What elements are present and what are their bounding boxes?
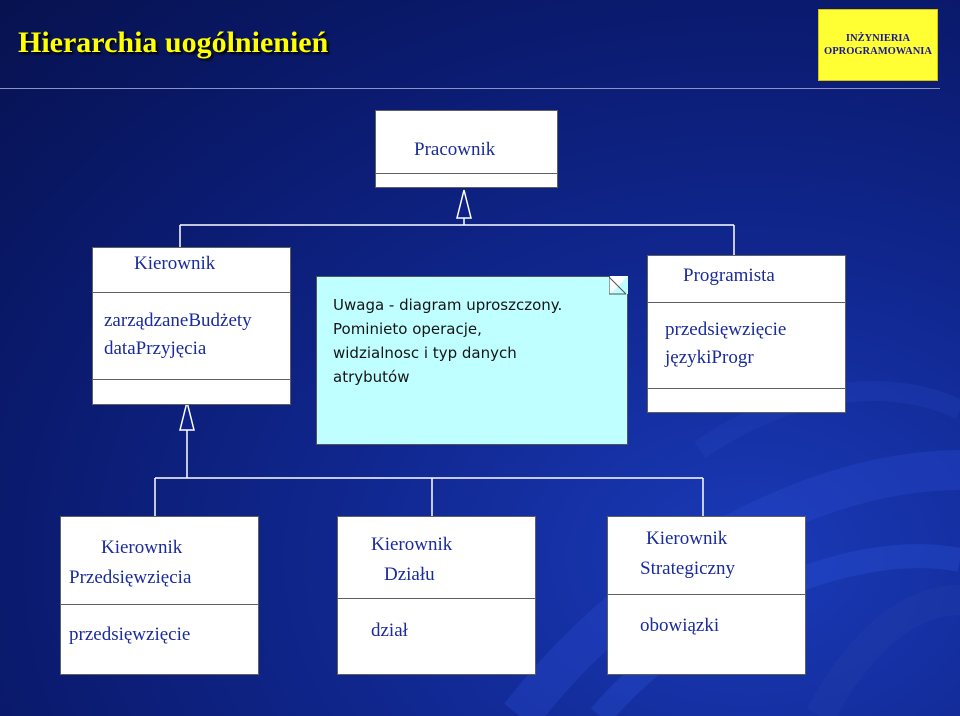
diagram-note bbox=[316, 276, 628, 445]
generalization-arrow-icon bbox=[180, 402, 194, 430]
class-pracownik[interactable] bbox=[375, 110, 558, 188]
attribute: przedsięwzięcie bbox=[69, 624, 191, 645]
class-name-compartment bbox=[338, 517, 535, 599]
class-name: Kierownik bbox=[646, 528, 728, 549]
class-name: Kierownik bbox=[371, 534, 453, 555]
attribute: zarządzaneBudżety bbox=[104, 310, 252, 331]
note-line: widzialnosc i typ danych bbox=[333, 344, 517, 362]
class-name-compartment bbox=[648, 256, 845, 303]
class-kierownik-przedsiewziecia[interactable] bbox=[60, 516, 259, 675]
class-name: Strategiczny bbox=[640, 558, 735, 579]
generalization-arrow-icon bbox=[457, 190, 471, 218]
class-name: Działu bbox=[384, 564, 435, 585]
class-name: Programista bbox=[683, 265, 775, 286]
class-kierownik-strategiczny[interactable] bbox=[607, 516, 806, 675]
class-name-compartment bbox=[93, 248, 290, 293]
page-title: Hierarchia uogólnienień bbox=[18, 26, 329, 59]
class-programista[interactable] bbox=[647, 255, 846, 413]
attribute: dział bbox=[371, 620, 408, 641]
note-line: Pominieto operacje, bbox=[333, 320, 482, 338]
note-line: Uwaga - diagram uproszczony. bbox=[333, 296, 563, 314]
class-name: Pracownik bbox=[414, 139, 496, 160]
attribute: obowiązki bbox=[640, 615, 720, 636]
attribute-compartment bbox=[608, 595, 805, 676]
attribute-compartment bbox=[648, 303, 845, 389]
badge-line-1: INŻYNIERIA bbox=[845, 33, 911, 44]
note-fold-icon bbox=[609, 277, 627, 295]
class-name: Kierownik bbox=[134, 253, 216, 274]
class-name: Przedsięwzięcia bbox=[69, 567, 192, 588]
attribute-compartment bbox=[338, 599, 535, 676]
attribute-compartment bbox=[93, 293, 290, 380]
badge-line-2: OPROGRAMOWANIA bbox=[824, 46, 932, 57]
class-name-compartment bbox=[376, 111, 557, 174]
attribute: przedsięwzięcie bbox=[665, 319, 787, 340]
class-name: Kierownik bbox=[101, 537, 183, 558]
attribute-compartment bbox=[61, 605, 258, 676]
class-name-compartment bbox=[61, 517, 258, 605]
note-line: atrybutów bbox=[333, 368, 410, 386]
class-kierownik-dzialu[interactable] bbox=[337, 516, 536, 675]
attribute: dataPrzyjęcia bbox=[104, 338, 207, 359]
class-kierownik[interactable] bbox=[92, 247, 291, 405]
attribute: językiProgr bbox=[665, 347, 754, 368]
class-name-compartment bbox=[608, 517, 805, 595]
